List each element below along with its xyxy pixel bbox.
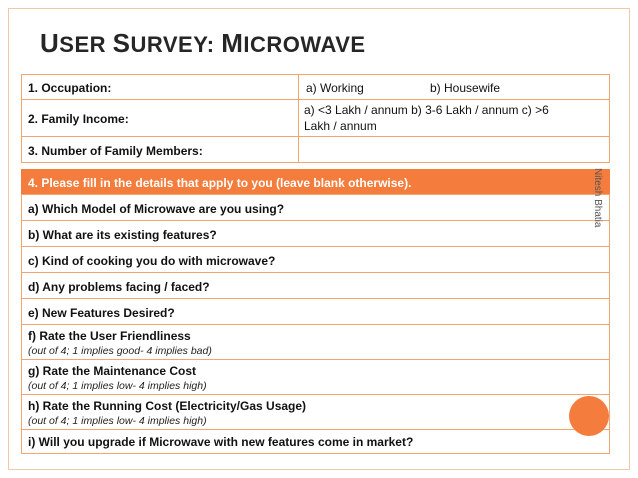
slide-title: USER SURVEY: MICROWAVE <box>40 28 366 58</box>
column-divider <box>298 75 299 99</box>
column-divider <box>298 100 299 136</box>
family-members-label: 3. Number of Family Members: <box>28 144 203 158</box>
question-label: c) Kind of cooking you do with microwave? <box>28 254 276 268</box>
question-row[interactable] <box>21 324 610 360</box>
question-note: (out of 4; 1 implies low- 4 implies high) <box>28 415 207 427</box>
income-row <box>21 99 610 137</box>
income-label: 2. Family Income: <box>28 112 129 126</box>
income-options-line2[interactable]: Lakh / annum <box>304 119 377 133</box>
question-label: g) Rate the Maintenance Cost <box>28 364 197 378</box>
column-divider <box>298 137 299 162</box>
occupation-label: 1. Occupation: <box>28 81 112 95</box>
question-label: h) Rate the Running Cost (Electricity/Gas Usage) <box>28 399 307 413</box>
question-row[interactable] <box>21 429 610 454</box>
occupation-option-working[interactable]: a) Working <box>306 81 364 95</box>
question-label: i) Will you upgrade if Microwave with new features come in market? <box>28 435 414 449</box>
question-row[interactable] <box>21 394 610 430</box>
question-row[interactable] <box>21 194 610 221</box>
occupation-option-housewife[interactable]: b) Housewife <box>430 81 501 95</box>
question-label: b) What are its existing features? <box>28 228 217 242</box>
question-note: (out of 4; 1 implies good- 4 implies bad) <box>28 345 212 357</box>
question-label: f) Rate the User Friendliness <box>28 329 191 343</box>
family-members-row <box>21 136 610 163</box>
question-label: e) New Features Desired? <box>28 306 175 320</box>
question-row[interactable] <box>21 359 610 395</box>
decorative-circle <box>569 396 609 436</box>
question-note: (out of 4; 1 implies low- 4 implies high) <box>28 380 207 392</box>
question-row[interactable] <box>21 246 610 273</box>
author-vertical-text: Nitesh Bhatia <box>592 168 603 228</box>
instruction-text: 4. Please fill in the details that apply to you (leave blank otherwise). <box>28 176 412 190</box>
question-row[interactable] <box>21 220 610 247</box>
income-options-line1[interactable]: a) <3 Lakh / annum b) 3-6 Lakh / annum c) >6 <box>304 103 549 117</box>
question-label: a) Which Model of Microwave are you using? <box>28 202 285 216</box>
occupation-row <box>21 74 610 100</box>
question-label: d) Any problems facing / faced? <box>28 280 210 294</box>
question-row[interactable] <box>21 298 610 325</box>
instruction-header <box>21 169 610 194</box>
question-row[interactable] <box>21 272 610 299</box>
